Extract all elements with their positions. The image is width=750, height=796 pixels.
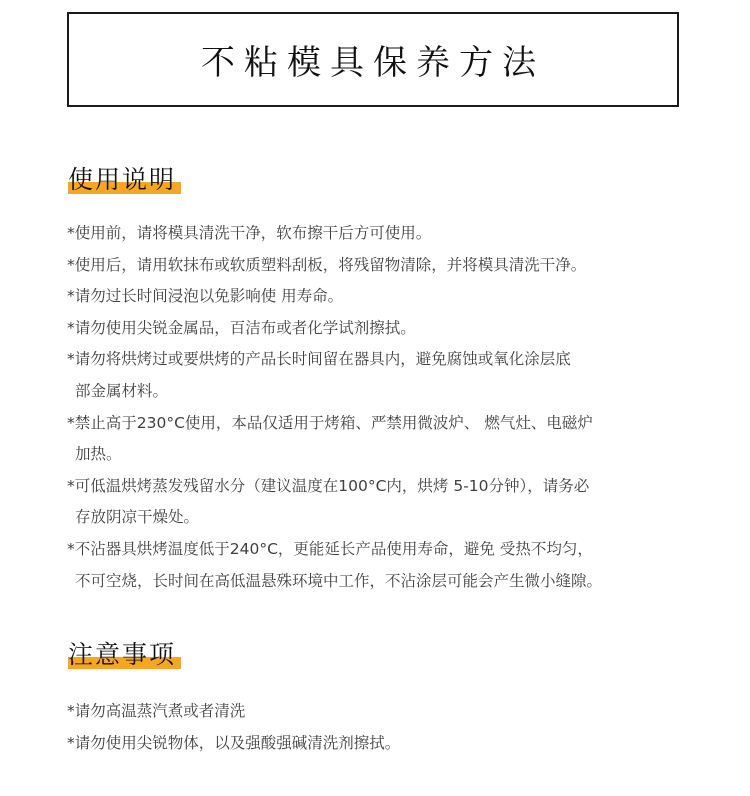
list-item-text: *可低温烘烤蒸发残留水分（建议温度在100°C内，烘烤 5-10分钟），请务必 [67,476,590,495]
list-item [67,344,707,407]
list-item [67,218,707,250]
list-item [67,281,707,313]
list-item-text: *使用后，请用软抹布或软质塑料刮板，将残留物清除，并将模具清洗干净。 [67,255,587,274]
section-heading-usage [68,160,183,196]
list-item-continuation: 存放阴凉干燥处。 [75,508,200,527]
list-item [67,250,707,282]
list-item [67,696,707,728]
list-item-text: *请勿将烘烤过或要烘烤的产品长时间留在器具内，避免腐蚀或氧化涂层底 [67,350,571,369]
section-heading-text: 使用说明 [68,165,177,194]
heading-highlight [68,635,179,671]
title-box [67,12,679,107]
list-item-text: *请勿高温蒸汽煮或者清洗 [67,702,246,720]
list-item [67,313,707,345]
list-item-text: *请勿使用尖锐金属品，百洁布或者化学试剂擦拭。 [67,318,416,337]
list-item-text: *请勿过长时间浸泡以免影响使 用寿命。 [67,287,344,306]
list-item [67,728,707,760]
list-item-text: *禁止高于230°C使用，本品仅适用于烤箱、严禁用微波炉、 燃气灶、电磁炉 [67,413,593,432]
list-item-continuation: 加热。 [75,445,122,464]
list-item-continuation: 不可空烧，长时间在高低温悬殊环境中工作，不沾涂层可能会产生微小缝隙。 [75,571,603,590]
list-item-continuation: 部金属材料。 [75,381,169,400]
section-heading-notes [68,635,183,671]
section-heading-text: 注意事项 [68,640,177,669]
usage-list [67,218,707,597]
notes-list [67,696,707,759]
list-item [67,471,707,534]
list-item-text: *请勿使用尖锐物体，以及强酸强碱清洗剂擦拭。 [67,733,401,752]
list-item [67,534,707,597]
heading-highlight [68,160,179,196]
list-item [67,408,707,471]
list-item-text: *使用前，请将模具清洗干净，软布擦干后方可使用。 [67,224,432,242]
page-title: 不粘模具保养方法 [201,43,545,83]
list-item-text: *不沾器具烘烤温度低于240°C，更能延长产品使用寿命，避免 受热不均匀， [67,539,593,558]
